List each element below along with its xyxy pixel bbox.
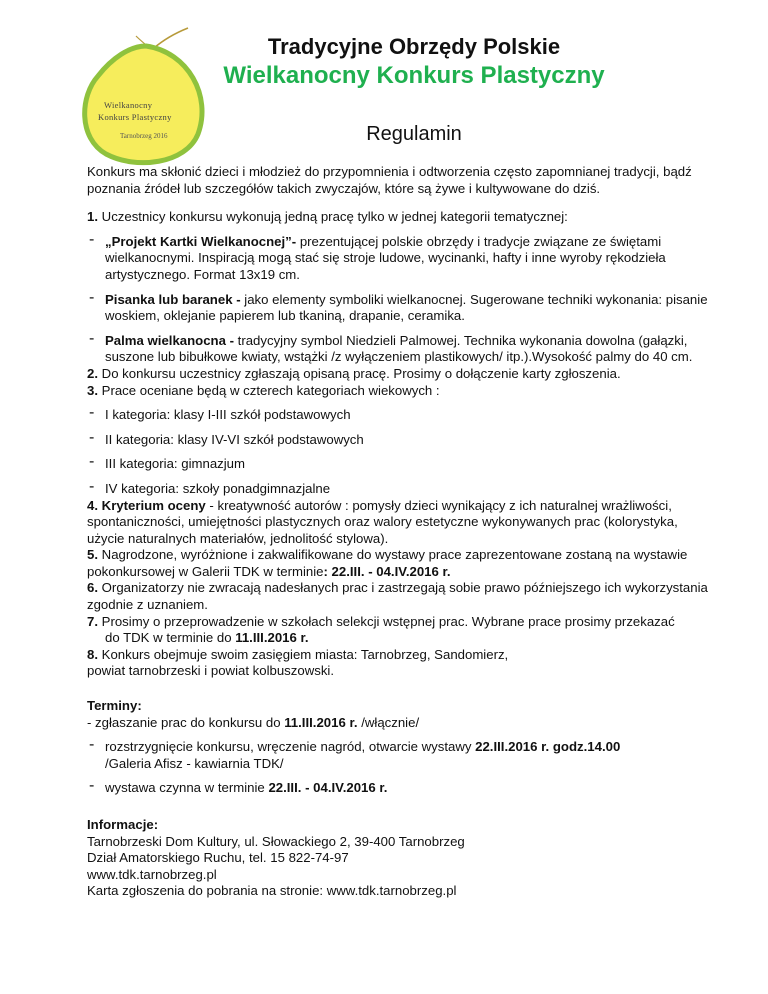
rule-text: Nagrodzone, wyróżnione i zakwalifikowane do wystawy prace zaprezentowane zostaną na wystawie pokonkursowej w Galerii TDK w terminie — [87, 547, 688, 579]
termin-2 — [87, 739, 717, 772]
logo-line-2: Konkurs Plastyczny — [98, 112, 172, 122]
rule-4 — [87, 498, 717, 548]
termin-1 — [87, 715, 717, 732]
info-line-3-website: www.tdk.tarnobrzeg.pl — [87, 866, 217, 882]
category-text: prezentującej polskie obrzędy i tradycje związane ze świętami wielkanocnymi. Inspiracją mogą stać się stroje ludowe, wycinanki, hafty i inne wyroby rękodzieła artystycznego. Format 13x19 cm. — [105, 233, 666, 282]
rule-text-line2: do TDK w terminie do — [105, 630, 236, 646]
terminy-heading: Terminy: — [87, 698, 142, 714]
info-line-1: Tarnobrzeski Dom Kultury, ul. Słowackiego 2, 39-400 Tarnobrzeg — [87, 833, 465, 849]
termin-3 — [87, 780, 717, 797]
rules-body — [87, 164, 717, 900]
rule-bold: 11.III.2016 r. — [235, 630, 309, 646]
termin-tail: /włącznie/ — [357, 714, 420, 730]
rule-number: 8. — [87, 646, 98, 662]
category-palm — [87, 333, 717, 366]
category-egg — [87, 292, 717, 325]
termin-date: 22.III.2016 r. godz.14.00 — [475, 739, 621, 755]
rule-text-line2: powiat tarnobrzeski i powiat kolbuszowski. — [87, 663, 335, 679]
rule-text: Prace oceniane będą w czterech kategoriach wiekowych : — [98, 382, 440, 398]
page-title: Tradycyjne Obrzędy Polskie — [267, 34, 561, 59]
rule-text: Do konkursu uczestnicy zgłaszają opisaną pracę. Prosimy o dołączenie karty zgłoszenia. — [98, 365, 621, 381]
termin-date: 11.III.2016 r. — [284, 714, 358, 730]
rule-number: 4. — [87, 497, 98, 513]
rule-1 — [87, 209, 717, 226]
rule-number: 1. — [87, 209, 98, 225]
logo-line-1: Wielkanocny — [104, 100, 153, 110]
contest-subtitle: Wielkanocny Konkurs Plastyczny — [223, 62, 605, 89]
info-line-2: Dział Amatorskiego Ruchu, tel. 15 822-74-97 — [87, 850, 349, 866]
rule-number: 6. — [87, 580, 98, 596]
rule-bold: Kryterium oceny — [98, 497, 206, 513]
category-title: „Projekt Kartki Wielkanocnej”- — [105, 233, 297, 249]
category-title: Palma wielkanocna - — [105, 332, 234, 348]
section-heading-regulamin: Regulamin — [366, 123, 462, 145]
category-card — [87, 234, 717, 284]
rule-6 — [87, 580, 717, 613]
intro-paragraph: Konkurs ma skłonić dzieci i młodzież do przypomnienia i odtworzenia często zapomnianej tradycji, bądź poznania źródeł lub szczegółów takich zwyczajów, które są żywe i kultywowane do dziś. — [87, 164, 692, 196]
rule-text: Uczestnicy konkursu wykonują jedną pracę tylko w jednej kategorii tematycznej: — [101, 209, 568, 225]
termin-text: rozstrzygnięcie konkursu, wręczenie nagród, otwarcie wystawy — [105, 739, 476, 755]
termin-location: /Galeria Afisz - kawiarnia TDK/ — [105, 755, 284, 771]
termin-date: 22.III. - 04.IV.2016 r. — [268, 780, 388, 796]
rule-2 — [87, 366, 717, 383]
logo-line-3: Tarnobrzeg 2016 — [120, 132, 168, 140]
rule-text: Prosimy o przeprowadzenie w szkołach selekcji wstępnej prac. Wybrane prace prosimy przekazać — [98, 613, 675, 629]
category-title: Pisanka lub baranek - — [105, 291, 241, 307]
rule-number: 2. — [87, 365, 98, 381]
age-category-2: - II kategoria: klasy IV-VI szkół podstawowych — [87, 432, 717, 449]
rule-7 — [87, 614, 717, 647]
termin-text: wystawa czynna w terminie — [105, 780, 269, 796]
age-category-1: - I kategoria: klasy I-III szkół podstawowych — [87, 407, 717, 424]
rule-text: Organizatorzy nie zwracają nadesłanych prac i zastrzegają sobie prawo późniejszego ich wykorzystania zgodnie z uznaniem. — [87, 580, 708, 613]
age-category-3: - III kategoria: gimnazjum — [87, 456, 717, 473]
rule-3 — [87, 383, 717, 400]
rule-number: 7. — [87, 613, 98, 629]
age-category-4: - IV kategoria: szkoły ponadgimnazjalne — [87, 481, 717, 498]
rule-5 — [87, 547, 717, 580]
rule-bold: : 22.III. - 04.IV.2016 r. — [323, 563, 451, 579]
rule-number: 5. — [87, 547, 98, 563]
termin-text: - zgłaszanie prac do konkursu do — [87, 714, 285, 730]
informacje-heading: Informacje: — [87, 817, 159, 832]
rule-text: - kreatywność autorów : pomysły dzieci wynikający z ich naturalnej wrażliwości, spontaniczności, umiejętności plastycznych oraz walory estetyczne wykonywanych prac (kolorystyka, użycie naturalnych materiałów, jednolitość stylowa). — [87, 497, 678, 546]
rule-text: Konkurs obejmuje swoim zasięgiem miasta: Tarnobrzeg, Sandomierz, — [98, 646, 509, 662]
category-text: jako elementy symboliki wielkanocnej. Sugerowane techniki wykonania: pisanie woskiem, oklejanie papierem lub tkaniną, drapanie, ceramika. — [105, 291, 708, 324]
category-text: tradycyjny symbol Niedzieli Palmowej. Technika wykonania dowolna (gałązki, suszone lub bibułkowe kwiaty, wstążki /z wyłączeniem plastikowych/ itp.).Wysokość palmy do 40 cm. — [105, 332, 693, 365]
rule-8 — [87, 647, 717, 680]
info-line-4: Karta zgłoszenia do pobrania na stronie: www.tdk.tarnobrzeg.pl — [87, 883, 457, 899]
rule-number: 3. — [87, 382, 98, 398]
